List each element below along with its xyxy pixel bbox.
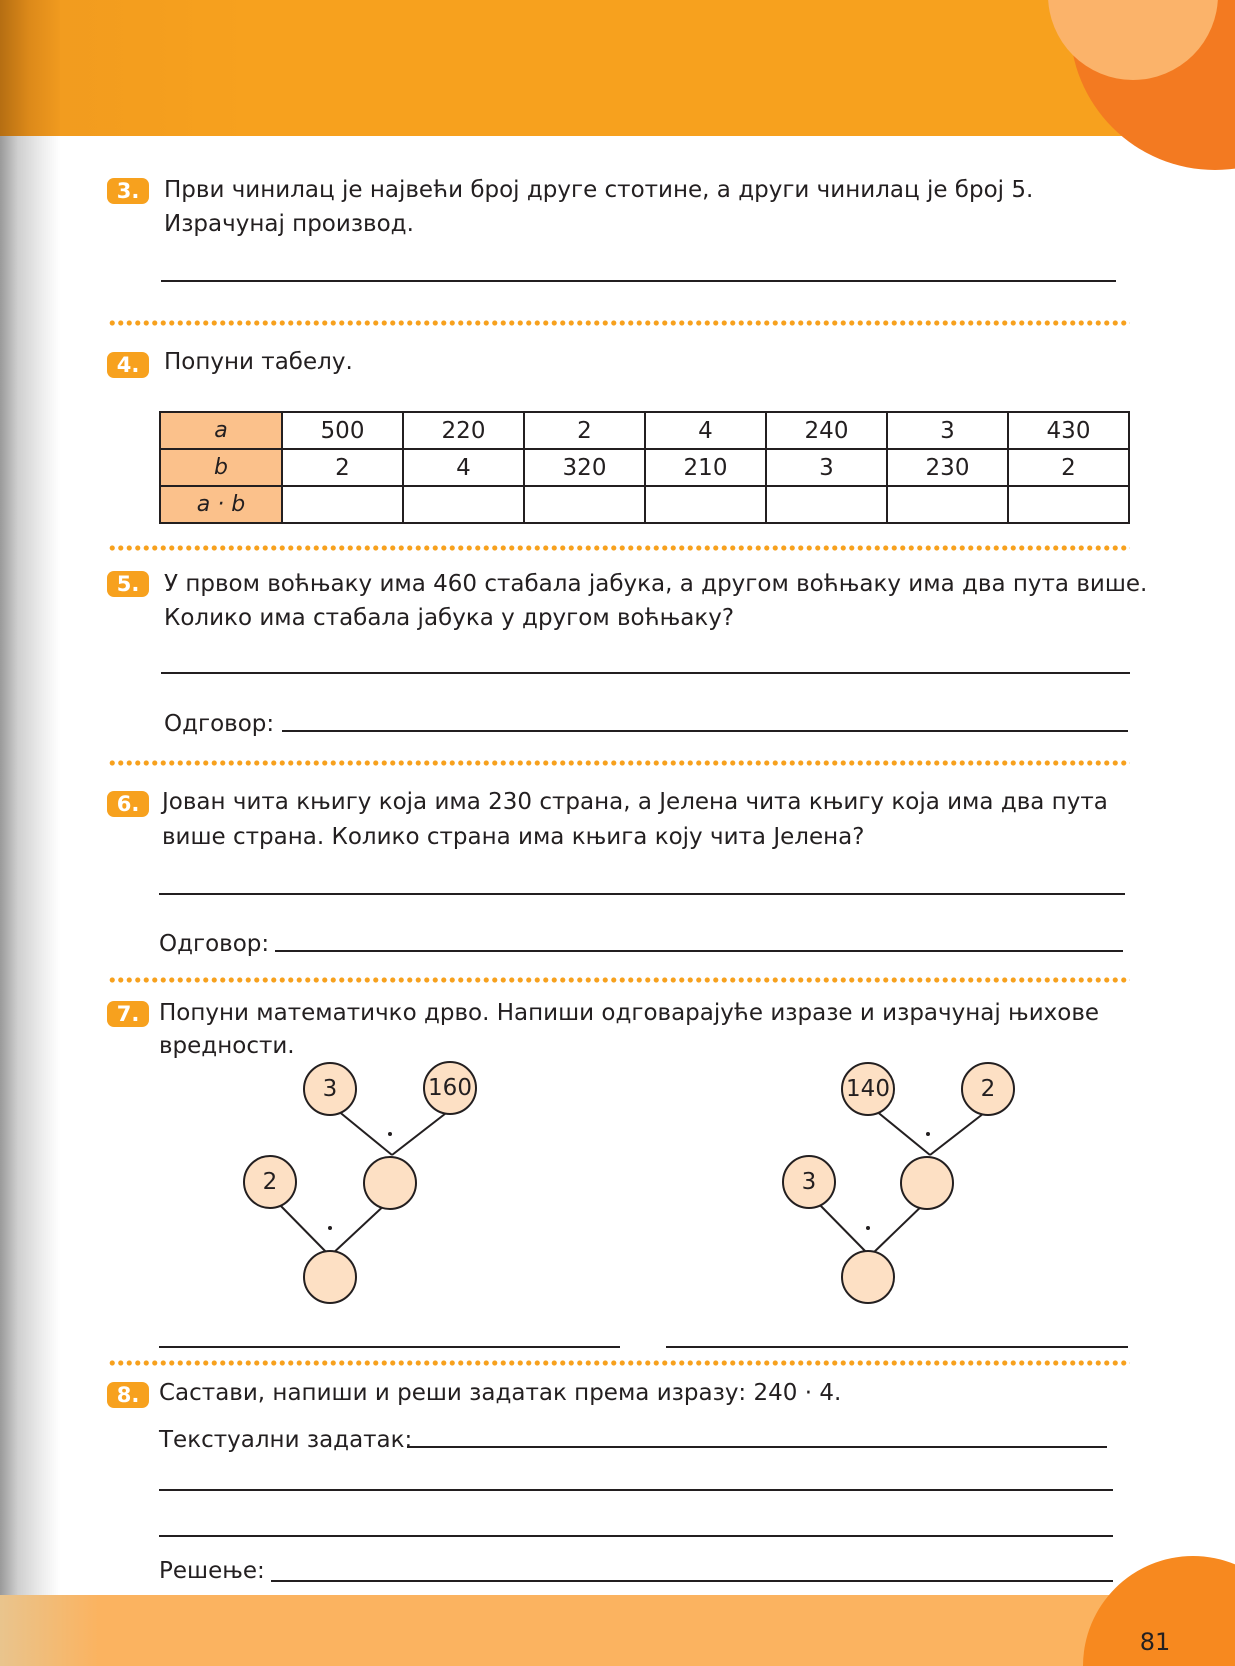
multiply-dot bbox=[328, 1226, 332, 1230]
table-cell: 3 bbox=[887, 412, 1008, 449]
table-cell: 4 bbox=[403, 449, 524, 486]
task-3-badge: 3. bbox=[107, 178, 149, 204]
row-header-product: a · b bbox=[160, 486, 282, 523]
table-cell: 210 bbox=[645, 449, 766, 486]
row-header-a: a bbox=[160, 412, 282, 449]
task-8-text-line-3[interactable] bbox=[159, 1535, 1113, 1537]
row-header-b: b bbox=[160, 449, 282, 486]
tree-1-middle-right-node[interactable] bbox=[363, 1156, 417, 1210]
tree-1-edge bbox=[392, 1110, 450, 1155]
table-cell: 220 bbox=[403, 412, 524, 449]
task-7-line-2: вредности. bbox=[159, 1033, 295, 1059]
table-cell: 4 bbox=[645, 412, 766, 449]
tree-1-top-right-node: 160 bbox=[423, 1061, 477, 1115]
task-6-answer-label: Одговор: bbox=[159, 931, 270, 957]
multiply-dot bbox=[926, 1132, 930, 1136]
tree-2-edge bbox=[815, 1200, 870, 1256]
task-5-answer-label: Одговор: bbox=[164, 711, 275, 737]
separator-dots bbox=[108, 1360, 1130, 1366]
tree-1-bottom-node[interactable] bbox=[303, 1250, 357, 1304]
task-5-line-2: Колико има стабала јабука у другом воћњаку? bbox=[164, 605, 735, 631]
multiply-dot bbox=[388, 1132, 392, 1136]
tree-2-bottom-node[interactable] bbox=[841, 1250, 895, 1304]
table-cell: 3 bbox=[766, 449, 887, 486]
tree-2-top-right-node: 2 bbox=[961, 1062, 1015, 1116]
table-cell: 2 bbox=[282, 449, 403, 486]
task-8-badge: 8. bbox=[107, 1382, 149, 1408]
footer-band bbox=[0, 1595, 1235, 1666]
tree-2-edge bbox=[930, 1110, 988, 1155]
tree-1-expression-line[interactable] bbox=[159, 1346, 620, 1348]
tree-1-top-left-node: 3 bbox=[303, 1062, 357, 1116]
task-8-line-1: Састави, напиши и реши задатак према изразу: 240 · 4. bbox=[159, 1380, 842, 1406]
page-number: 81 bbox=[1139, 1628, 1171, 1656]
table-cell: 2 bbox=[1008, 449, 1129, 486]
table-cell: 230 bbox=[887, 449, 1008, 486]
table-cell: 430 bbox=[1008, 412, 1129, 449]
tree-1-middle-left-node: 2 bbox=[243, 1155, 297, 1209]
task-6-line-2: више страна. Колико страна има књига коју чита Јелена? bbox=[162, 824, 865, 850]
task-3-line-2: Израчунај производ. bbox=[164, 211, 414, 237]
tree-2-middle-right-node[interactable] bbox=[900, 1156, 954, 1210]
task-5-line-1: У првом воћњаку има 460 стабала јабука, а другом воћњаку има два пута више. bbox=[164, 571, 1148, 597]
task-3-line-1: Први чинилац је највећи број друге стотине, а други чинилац је број 5. bbox=[164, 177, 1034, 203]
task-8-text-task-label: Текстуални задатак: bbox=[159, 1427, 413, 1453]
task-6-line-1: Јован чита књигу која има 230 страна, а Јелена чита књигу која има два пута bbox=[162, 789, 1108, 815]
task-6-badge: 6. bbox=[107, 791, 149, 817]
task-8-solution-line[interactable] bbox=[271, 1580, 1113, 1582]
table-cell: 500 bbox=[282, 412, 403, 449]
table-cell: 240 bbox=[766, 412, 887, 449]
task-4-badge: 4. bbox=[107, 352, 149, 378]
task-8-text-line-2[interactable] bbox=[159, 1489, 1113, 1491]
task-8-text-line-1[interactable] bbox=[407, 1446, 1107, 1448]
multiply-dot bbox=[866, 1226, 870, 1230]
task-4-line-1: Попуни табелу. bbox=[164, 349, 353, 375]
tree-1-edge bbox=[275, 1200, 330, 1256]
table-cell: 320 bbox=[524, 449, 645, 486]
tree-1-edge bbox=[337, 1110, 392, 1155]
tree-2-top-left-node: 140 bbox=[841, 1062, 895, 1116]
task-7-badge: 7. bbox=[107, 1001, 149, 1027]
task-5-badge: 5. bbox=[107, 571, 149, 597]
task-8-solution-label: Решење: bbox=[159, 1558, 265, 1584]
tree-2-expression-line[interactable] bbox=[666, 1346, 1128, 1348]
table-cell: 2 bbox=[524, 412, 645, 449]
tree-2-edge bbox=[875, 1110, 930, 1155]
task-7-line-1: Попуни математичко дрво. Напиши одговарајуће изразе и израчунај њихове bbox=[159, 1000, 1100, 1026]
tree-2-middle-left-node: 3 bbox=[782, 1155, 836, 1209]
